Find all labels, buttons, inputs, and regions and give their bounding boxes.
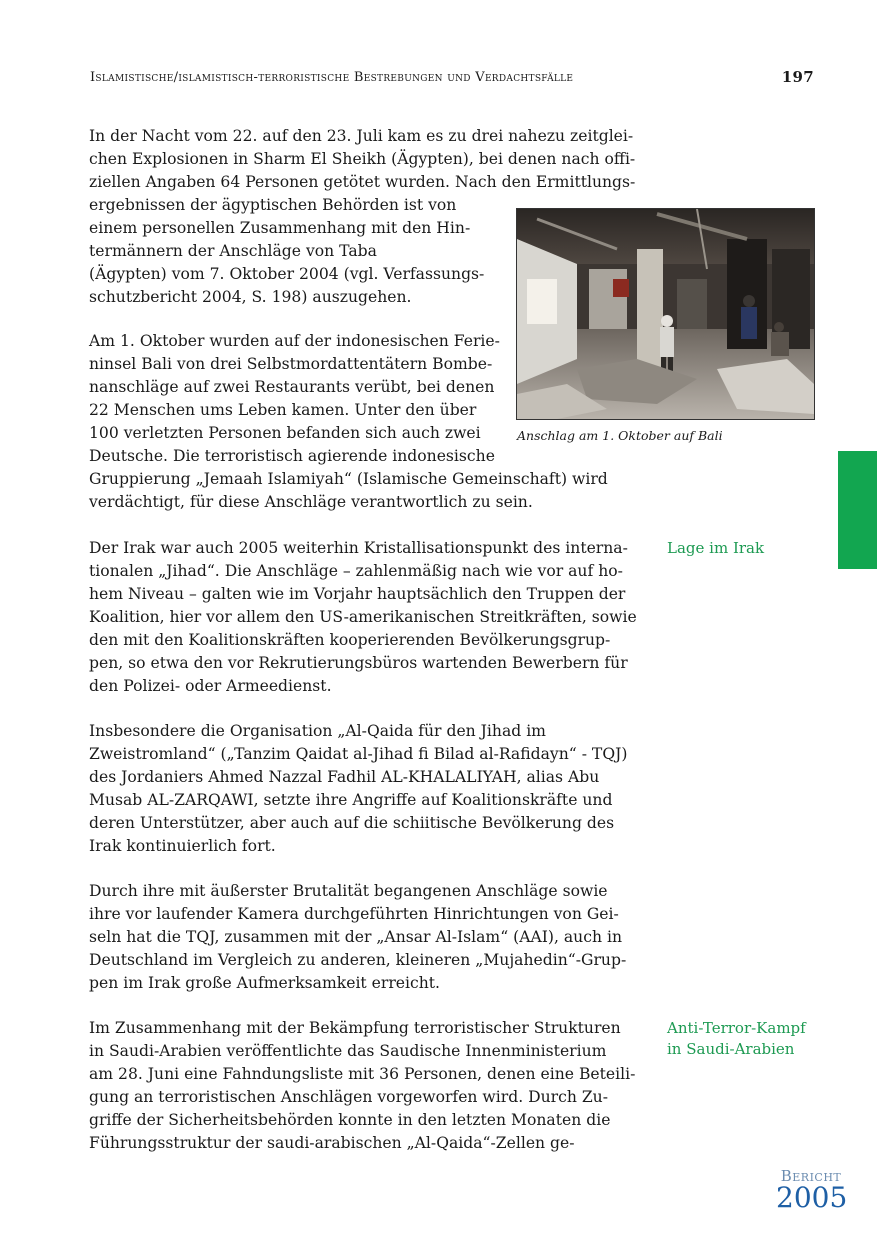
header-title: Islamistische/islamistisch-terroristische Bestrebungen und Verdachtsfälle xyxy=(90,70,574,85)
margin-note-saudi: Anti-Terror-Kampf in Saudi-Arabien xyxy=(667,1019,806,1058)
logo-year: 2005 xyxy=(776,1181,848,1214)
margin-note-iraq: Lage im Irak xyxy=(667,539,765,557)
paragraph-tqj: Insbesondere die Organisation „Al-Qaida für den Jihad im Zweistromland“ („Tanzim Qaidat al-Jihad fi Bilad al-Rafidayn“ - TQJ) des Jordaniers Ahmed Nazzal Fadhil AL-KHALALIYAH, alias Abu Musab AL-ZARQAWI, setzte ihre Angriffe auf Koalitionskräfte und deren Unterstützer, aber auch auf die schiitische Bevölkerung des Irak kontinuierlich fort. xyxy=(89,722,628,855)
paragraph-sharm-el-sheikh: In der Nacht vom 22. auf den 23. Juli kam es zu drei nahezu zeitglei- chen Explosionen in Sharm El Sheikh (Ägypten), bei denen nach offi- ziellen Angaben 64 Personen getötet wurden. Nach den Ermittlungs- ergebnissen der ägyptischen Behörden ist von einem personellen Zusammenhang mit den Hin- termännern der Anschläge von Taba (Ägypten) vom 7. Oktober 2004 (vgl. Verfassungs- schutzbericht 2004, S. 198) auszugehen. xyxy=(89,127,636,306)
photo-caption: Anschlag am 1. Oktober auf Bali xyxy=(517,428,723,443)
paragraph-saudi-arabia: Im Zusammenhang mit der Bekämpfung terroristischer Strukturen in Saudi-Arabien veröffentlichte das Saudische Innenministerium am 28. Juni eine Fahndungsliste mit 36 Personen, denen eine Beteili- gung an terroristischen Anschlägen vorgeworfen wird. Durch Zu- griffe der Sicherheitsbehörden konnte in den letzten Monaten die Führungsstruktur der saudi-arabischen „Al-Qaida“-Zellen ge- xyxy=(89,1019,636,1152)
page-number: 197 xyxy=(781,68,814,86)
paragraph-brutality: Durch ihre mit äußerster Brutalität begangenen Anschläge sowie ihre vor laufender Kamera durchgeführten Hinrichtungen von Gei- seln hat die TQJ, zusammen mit der „Ansar Al-Islam“ (AAI), auch in Deutschland im Vergleich zu anderen, kleineren „Mujahedin“-Grup- pen im Irak große Aufmerksamkeit erreicht. xyxy=(89,882,627,992)
report-logo xyxy=(776,1168,846,1212)
running-header xyxy=(90,68,814,88)
paragraph-iraq: Der Irak war auch 2005 weiterhin Kristallisationspunkt des interna- tionalen „Jihad“. Die Anschläge – zahlenmäßig nach wie vor auf ho- hem Niveau – galten wie im Vorjahr hauptsächlich den Truppen der Koalition, hier vor allem den US-amerikanischen Streitkräften, sowie den mit den Koalitionskräften kooperierenden Bevölkerungsgrup- pen, so etwa den vor Rekrutierungsbüros wartenden Bewerbern für den Polizei- oder Armeedienst. xyxy=(89,539,637,695)
chapter-tab-marker xyxy=(838,451,877,569)
logo-word: Bericht xyxy=(780,1167,842,1185)
paragraph-bali: Am 1. Oktober wurden auf der indonesischen Ferie- ninsel Bali von drei Selbstmordattentätern Bombe- nanschläge auf zwei Restaurants verübt, bei denen 22 Menschen ums Leben kamen. Unter den über 100 verletzten Personen befanden sich auch zwei Deutsche. Die terroristisch agierende indonesische Gruppierung „Jemaah Islamiyah“ (Islamische Gemeinschaft) wird verdächtigt, für diese Anschläge verantwortlich zu sein. xyxy=(89,332,608,511)
